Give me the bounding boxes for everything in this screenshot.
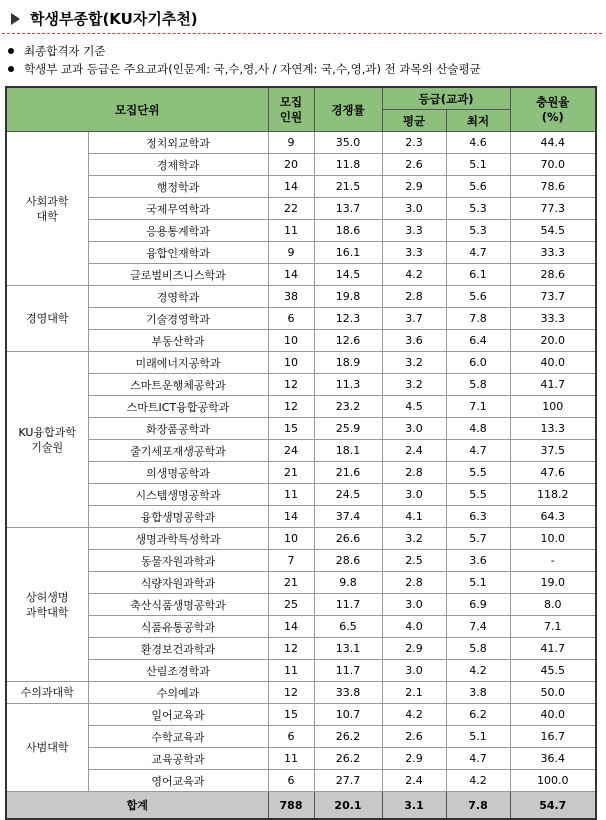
table-row [6, 264, 596, 286]
avg-cell: 2.8 [382, 286, 446, 308]
avg-cell: 3.2 [382, 352, 446, 374]
min-cell: 7.1 [446, 396, 510, 418]
total-row [6, 792, 596, 820]
min-cell: 5.8 [446, 638, 510, 660]
total-competition: 20.1 [314, 792, 382, 820]
dept-cell: 경영학과 [88, 286, 268, 308]
min-cell: 4.8 [446, 418, 510, 440]
avg-cell: 3.3 [382, 242, 446, 264]
fill-rate-cell: 70.0 [510, 154, 596, 176]
dept-cell: 식량자원과학과 [88, 572, 268, 594]
header-grade: 등급(교과) [382, 87, 510, 110]
table-row [6, 176, 596, 198]
dept-cell: 식품유통공학과 [88, 616, 268, 638]
competition-cell: 16.1 [314, 242, 382, 264]
total-avg: 3.1 [382, 792, 446, 820]
avg-cell: 3.7 [382, 308, 446, 330]
dept-cell: 융합생명공학과 [88, 506, 268, 528]
min-cell: 4.6 [446, 132, 510, 154]
min-cell: 6.4 [446, 330, 510, 352]
competition-cell: 10.7 [314, 704, 382, 726]
competition-cell: 26.6 [314, 528, 382, 550]
table-row [6, 550, 596, 572]
avg-cell: 2.8 [382, 572, 446, 594]
bullet-icon [8, 48, 14, 54]
min-cell: 5.5 [446, 484, 510, 506]
fill-rate-cell: 16.7 [510, 726, 596, 748]
competition-cell: 33.8 [314, 682, 382, 704]
fill-rate-cell: 78.6 [510, 176, 596, 198]
quota-cell: 20 [268, 154, 314, 176]
quota-cell: 10 [268, 330, 314, 352]
fill-rate-cell: 45.5 [510, 660, 596, 682]
college-cell: 수의과대학 [6, 682, 88, 704]
avg-cell: 4.5 [382, 396, 446, 418]
note-text: 학생부 교과 등급은 주요교과(인문계: 국,수,영,사 / 자연계: 국,수,영,과) 전 과목의 산술평균 [24, 62, 481, 76]
avg-cell: 2.9 [382, 176, 446, 198]
header-quota: 모집 인원 [268, 87, 314, 132]
college-cell: 경영대학 [6, 286, 88, 352]
quota-cell: 24 [268, 440, 314, 462]
table-row [6, 748, 596, 770]
dept-cell: 교육공학과 [88, 748, 268, 770]
title-bar [2, 4, 602, 34]
table-row [6, 594, 596, 616]
quota-cell: 9 [268, 132, 314, 154]
competition-cell: 14.5 [314, 264, 382, 286]
dept-cell: 축산식품생명공학과 [88, 594, 268, 616]
fill-rate-cell: 19.0 [510, 572, 596, 594]
competition-cell: 12.6 [314, 330, 382, 352]
competition-cell: 37.4 [314, 506, 382, 528]
table-row [6, 220, 596, 242]
table-row [6, 286, 596, 308]
fill-rate-cell: 100 [510, 396, 596, 418]
dept-cell: 행정학과 [88, 176, 268, 198]
avg-cell: 3.0 [382, 660, 446, 682]
total-label: 합계 [6, 792, 268, 820]
avg-cell: 2.6 [382, 726, 446, 748]
dept-cell: 국제무역학과 [88, 198, 268, 220]
quota-cell: 15 [268, 704, 314, 726]
dept-cell: 생명과학특성학과 [88, 528, 268, 550]
note-item [8, 42, 481, 60]
avg-cell: 3.0 [382, 198, 446, 220]
quota-cell: 11 [268, 484, 314, 506]
quota-cell: 11 [268, 660, 314, 682]
min-cell: 5.5 [446, 462, 510, 484]
fill-rate-cell: 47.6 [510, 462, 596, 484]
avg-cell: 2.6 [382, 154, 446, 176]
fill-rate-cell: 41.7 [510, 374, 596, 396]
quota-cell: 38 [268, 286, 314, 308]
min-cell: 5.6 [446, 176, 510, 198]
dept-cell: 기술경영학과 [88, 308, 268, 330]
dept-cell: 화장품공학과 [88, 418, 268, 440]
fill-rate-cell: 40.0 [510, 352, 596, 374]
dept-cell: 미래에너지공학과 [88, 352, 268, 374]
table-row [6, 704, 596, 726]
min-cell: 5.8 [446, 374, 510, 396]
avg-cell: 2.9 [382, 638, 446, 660]
dept-cell: 스마트ICT융합공학과 [88, 396, 268, 418]
competition-cell: 13.7 [314, 198, 382, 220]
quota-cell: 10 [268, 528, 314, 550]
dept-cell: 경제학과 [88, 154, 268, 176]
table-row [6, 726, 596, 748]
quota-cell: 7 [268, 550, 314, 572]
dept-cell: 응용통계학과 [88, 220, 268, 242]
avg-cell: 3.0 [382, 594, 446, 616]
quota-cell: 22 [268, 198, 314, 220]
table-row [6, 308, 596, 330]
competition-cell: 12.3 [314, 308, 382, 330]
dept-cell: 글로벌비즈니스학과 [88, 264, 268, 286]
competition-cell: 19.8 [314, 286, 382, 308]
min-cell: 4.7 [446, 748, 510, 770]
fill-rate-cell: 28.6 [510, 264, 596, 286]
avg-cell: 2.5 [382, 550, 446, 572]
fill-rate-cell: 8.0 [510, 594, 596, 616]
total-quota: 788 [268, 792, 314, 820]
fill-rate-cell: 36.4 [510, 748, 596, 770]
table-row [6, 198, 596, 220]
competition-cell: 21.6 [314, 462, 382, 484]
dept-cell: 일어교육과 [88, 704, 268, 726]
quota-cell: 6 [268, 308, 314, 330]
fill-rate-cell: 73.7 [510, 286, 596, 308]
competition-cell: 18.1 [314, 440, 382, 462]
quota-cell: 12 [268, 374, 314, 396]
min-cell: 5.7 [446, 528, 510, 550]
dept-cell: 정치외교학과 [88, 132, 268, 154]
min-cell: 5.6 [446, 286, 510, 308]
table-row [6, 484, 596, 506]
dept-cell: 환경보건과학과 [88, 638, 268, 660]
avg-cell: 2.3 [382, 132, 446, 154]
competition-cell: 11.3 [314, 374, 382, 396]
total-fill-rate: 54.7 [510, 792, 596, 820]
table-body [6, 132, 596, 792]
competition-cell: 11.8 [314, 154, 382, 176]
avg-cell: 4.2 [382, 264, 446, 286]
quota-cell: 6 [268, 726, 314, 748]
min-cell: 5.1 [446, 726, 510, 748]
avg-cell: 3.6 [382, 330, 446, 352]
competition-cell: 18.9 [314, 352, 382, 374]
quota-cell: 11 [268, 748, 314, 770]
fill-rate-cell: 54.5 [510, 220, 596, 242]
table-row [6, 396, 596, 418]
dept-cell: 의생명공학과 [88, 462, 268, 484]
dept-cell: 줄기세포재생공학과 [88, 440, 268, 462]
avg-cell: 2.9 [382, 748, 446, 770]
quota-cell: 14 [268, 176, 314, 198]
avg-cell: 3.2 [382, 374, 446, 396]
competition-cell: 27.7 [314, 770, 382, 792]
avg-cell: 4.1 [382, 506, 446, 528]
min-cell: 6.2 [446, 704, 510, 726]
dept-cell: 부동산학과 [88, 330, 268, 352]
avg-cell: 3.3 [382, 220, 446, 242]
table-row [6, 660, 596, 682]
header-fill-rate: 충원율 (%) [510, 87, 596, 132]
quota-cell: 12 [268, 682, 314, 704]
competition-cell: 28.6 [314, 550, 382, 572]
quota-cell: 12 [268, 396, 314, 418]
min-cell: 4.2 [446, 660, 510, 682]
fill-rate-cell: 33.3 [510, 308, 596, 330]
fill-rate-cell: 41.7 [510, 638, 596, 660]
table-row [6, 440, 596, 462]
min-cell: 7.4 [446, 616, 510, 638]
page-title: 학생부종합(KU자기추천) [30, 10, 198, 28]
quota-cell: 21 [268, 462, 314, 484]
avg-cell: 4.2 [382, 704, 446, 726]
table-row [6, 132, 596, 154]
table-row [6, 154, 596, 176]
competition-cell: 26.2 [314, 726, 382, 748]
college-cell: KU융합과학 기술원 [6, 352, 88, 528]
table-row [6, 572, 596, 594]
min-cell: 7.8 [446, 308, 510, 330]
quota-cell: 9 [268, 242, 314, 264]
dept-cell: 영어교육과 [88, 770, 268, 792]
dept-cell: 스마트운행체공학과 [88, 374, 268, 396]
avg-cell: 3.0 [382, 418, 446, 440]
fill-rate-cell: 33.3 [510, 242, 596, 264]
table-row [6, 462, 596, 484]
avg-cell: 2.8 [382, 462, 446, 484]
min-cell: 3.8 [446, 682, 510, 704]
notes [8, 42, 481, 78]
fill-rate-cell: 7.1 [510, 616, 596, 638]
competition-cell: 23.2 [314, 396, 382, 418]
min-cell: 6.9 [446, 594, 510, 616]
total-min: 7.8 [446, 792, 510, 820]
competition-cell: 13.1 [314, 638, 382, 660]
quota-cell: 11 [268, 220, 314, 242]
min-cell: 5.3 [446, 220, 510, 242]
quota-cell: 14 [268, 616, 314, 638]
table-row [6, 352, 596, 374]
fill-rate-cell: 118.2 [510, 484, 596, 506]
bullet-icon [8, 66, 14, 72]
college-cell: 상허생명 과학대학 [6, 528, 88, 682]
table-row [6, 506, 596, 528]
note-item [8, 60, 481, 78]
competition-cell: 18.6 [314, 220, 382, 242]
table-row [6, 374, 596, 396]
competition-cell: 9.8 [314, 572, 382, 594]
admission-table [5, 86, 597, 820]
table-row [6, 528, 596, 550]
dept-cell: 수학교육과 [88, 726, 268, 748]
competition-cell: 26.2 [314, 748, 382, 770]
fill-rate-cell: 64.3 [510, 506, 596, 528]
college-cell: 사범대학 [6, 704, 88, 792]
avg-cell: 2.1 [382, 682, 446, 704]
header-avg: 평균 [382, 110, 446, 132]
quota-cell: 21 [268, 572, 314, 594]
quota-cell: 12 [268, 638, 314, 660]
avg-cell: 3.2 [382, 528, 446, 550]
quota-cell: 25 [268, 594, 314, 616]
quota-cell: 10 [268, 352, 314, 374]
competition-cell: 21.5 [314, 176, 382, 198]
competition-cell: 11.7 [314, 660, 382, 682]
min-cell: 5.3 [446, 198, 510, 220]
table-row [6, 418, 596, 440]
table-row [6, 330, 596, 352]
avg-cell: 4.0 [382, 616, 446, 638]
min-cell: 6.0 [446, 352, 510, 374]
quota-cell: 14 [268, 264, 314, 286]
fill-rate-cell: - [510, 550, 596, 572]
competition-cell: 11.7 [314, 594, 382, 616]
table-row [6, 616, 596, 638]
table-row [6, 682, 596, 704]
fill-rate-cell: 10.0 [510, 528, 596, 550]
competition-cell: 35.0 [314, 132, 382, 154]
competition-cell: 6.5 [314, 616, 382, 638]
fill-rate-cell: 20.0 [510, 330, 596, 352]
table-row [6, 638, 596, 660]
fill-rate-cell: 40.0 [510, 704, 596, 726]
competition-cell: 24.5 [314, 484, 382, 506]
fill-rate-cell: 44.4 [510, 132, 596, 154]
quota-cell: 15 [268, 418, 314, 440]
min-cell: 4.7 [446, 440, 510, 462]
dept-cell: 융합인재학과 [88, 242, 268, 264]
dept-cell: 동물자원과학과 [88, 550, 268, 572]
avg-cell: 2.4 [382, 770, 446, 792]
dept-cell: 수의예과 [88, 682, 268, 704]
avg-cell: 2.4 [382, 440, 446, 462]
avg-cell: 3.0 [382, 484, 446, 506]
note-text: 최종합격자 기준 [24, 44, 106, 58]
min-cell: 4.2 [446, 770, 510, 792]
header-unit: 모집단위 [6, 87, 268, 132]
header-competition: 경쟁률 [314, 87, 382, 132]
quota-cell: 6 [268, 770, 314, 792]
fill-rate-cell: 37.5 [510, 440, 596, 462]
dept-cell: 산림조경학과 [88, 660, 268, 682]
min-cell: 4.7 [446, 242, 510, 264]
header-min: 최저 [446, 110, 510, 132]
triangle-bullet-icon [11, 13, 20, 25]
min-cell: 5.1 [446, 154, 510, 176]
min-cell: 6.1 [446, 264, 510, 286]
min-cell: 5.1 [446, 572, 510, 594]
min-cell: 3.6 [446, 550, 510, 572]
fill-rate-cell: 77.3 [510, 198, 596, 220]
fill-rate-cell: 100.0 [510, 770, 596, 792]
fill-rate-cell: 50.0 [510, 682, 596, 704]
dept-cell: 시스템생명공학과 [88, 484, 268, 506]
fill-rate-cell: 13.3 [510, 418, 596, 440]
quota-cell: 14 [268, 506, 314, 528]
min-cell: 6.3 [446, 506, 510, 528]
competition-cell: 25.9 [314, 418, 382, 440]
table-row [6, 242, 596, 264]
college-cell: 사회과학 대학 [6, 132, 88, 286]
table-row [6, 770, 596, 792]
